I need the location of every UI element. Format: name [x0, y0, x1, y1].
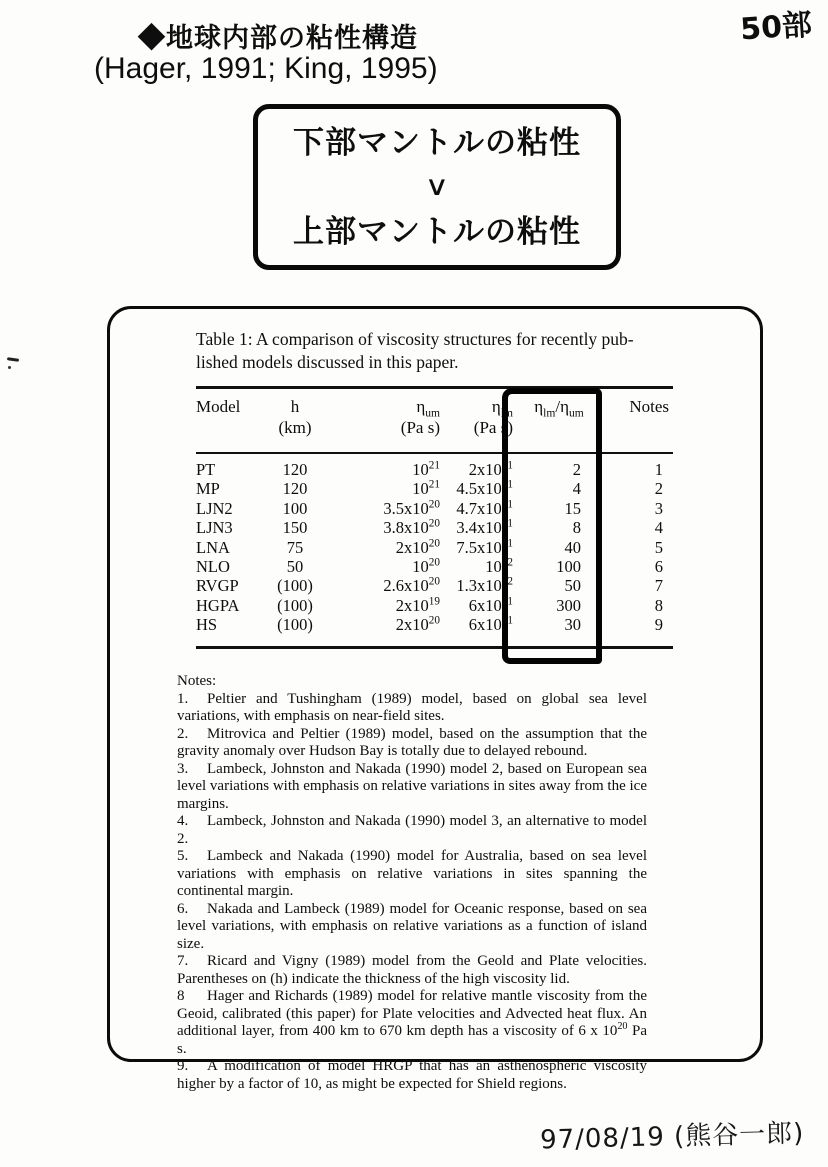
- table-cell: 7: [654, 576, 663, 596]
- table-cell: MP: [196, 479, 220, 499]
- table-cell: HGPA: [196, 595, 240, 615]
- table-cell: LNA: [196, 537, 230, 557]
- table-row: [196, 453, 673, 479]
- table-cell: 300: [556, 595, 581, 615]
- viscosity-table: [196, 386, 673, 649]
- table-cell: 50: [564, 576, 581, 596]
- page-title: ◆地球内部の粘性構造: [138, 23, 418, 53]
- table-cell: 3: [654, 498, 663, 518]
- notes-heading: Notes:: [177, 673, 217, 689]
- table-row: [196, 557, 673, 576]
- table-cell: $10^{22}$: [485, 556, 513, 577]
- table-cell: $1.3x10^{22}$: [456, 575, 513, 596]
- table-cell: $2x10^{19}$: [395, 595, 440, 615]
- table-cell: 150: [282, 518, 308, 538]
- note-item: [177, 761, 647, 814]
- table-cell: $7.5x10^{21}$: [456, 537, 513, 557]
- table-cell: $4.5x10^{21}$: [456, 478, 513, 499]
- note-number: 9.: [177, 1058, 189, 1074]
- table-cell: 100: [556, 557, 581, 577]
- table-cell: $6x10^{21}$: [443, 615, 513, 647]
- table-cell: $4.7x10^{21}$: [456, 498, 513, 518]
- table-cell: 120: [282, 479, 308, 499]
- note-text: Mitrovica and Peltier (1989) model, based on the assumption that the gravity anomaly over Hudson Bay is totally due to delayed rebound.: [177, 725, 647, 759]
- table-header-cell: $\eta_{lm}/\eta_{um}$: [513, 388, 605, 454]
- note-number: 3.: [177, 760, 189, 777]
- table-cell: 2: [654, 479, 663, 499]
- table-cell: 15: [564, 498, 581, 518]
- table-cell: $3.8x10^{20}$: [383, 517, 440, 538]
- note-item: [177, 953, 647, 988]
- pen-dash: [7, 357, 19, 362]
- viscosity-table-wrap: [196, 386, 669, 649]
- table-cell: (100): [256, 615, 334, 647]
- table-cell: 4: [654, 518, 663, 538]
- table-row: [196, 499, 673, 518]
- note-number: 8: [177, 988, 185, 1004]
- note-number: 5.: [177, 848, 189, 864]
- table-cell: 1: [654, 460, 663, 479]
- table-row: [196, 538, 673, 557]
- note-item: [177, 726, 647, 761]
- table-row: [196, 615, 673, 647]
- note-number: 1.: [177, 690, 189, 707]
- table-caption-line1: Table 1: A comparison of viscosity structures for recently pub-: [196, 329, 634, 349]
- note-text: Ricard and Vigny (1989) model from the Geold and Plate velocities. Parentheses on (h) indicate the thickness of the high viscosity lid.: [177, 953, 647, 987]
- note-item: [177, 848, 647, 901]
- table-cell: 100: [282, 498, 308, 518]
- note-item: [177, 691, 647, 726]
- note-text: A modification of model HRGP that has an asthenospheric viscosity higher by a factor of 10, as might be expected for Shield regions.: [177, 1058, 647, 1092]
- table-cell: $2x10^{21}$: [468, 459, 513, 479]
- notes-section: [177, 673, 647, 1093]
- note-number: 4.: [177, 813, 189, 829]
- citation-line: (Hager, 1991; King, 1995): [94, 52, 438, 85]
- table-cell: $3.5x10^{20}$: [383, 498, 440, 518]
- table-row: [196, 479, 673, 498]
- note-text: Peltier and Tushingham (1989) model, based on global sea level variations, with emphasis on near-field sites.: [177, 690, 647, 724]
- table-caption-line2: lished models discussed in this paper.: [196, 352, 459, 372]
- table-header-cell: $\eta_{lm}$ (Pa s): [443, 388, 513, 454]
- table-cell: 75: [286, 537, 304, 557]
- table-cell: 4: [572, 479, 581, 499]
- note-number: 7.: [177, 953, 189, 969]
- table-cell: HS: [196, 615, 256, 647]
- handwritten-copy-count: 50部: [739, 7, 814, 48]
- handwritten-date-signature: 97/08/19 (熊谷一郎): [539, 1118, 805, 1156]
- table-cell: 9: [605, 615, 673, 647]
- table-cell: $10^{20}$: [412, 556, 440, 577]
- table-header-row: [196, 388, 673, 454]
- comparison-box: [253, 104, 621, 270]
- table-cell: NLO: [196, 557, 230, 577]
- note-item: [177, 988, 647, 1058]
- margin-pen-mark: [7, 356, 21, 368]
- table-row: [196, 596, 673, 615]
- table-cell: 2: [572, 460, 581, 479]
- note-text: Lambeck and Nakada (1990) model for Australia, based on sea level variations with emphasis on relative variations in sites spanning the continental margin.: [177, 848, 647, 899]
- table-cell: RVGP: [196, 576, 239, 596]
- table-cell: LJN3: [196, 518, 233, 538]
- table-cell: 120: [282, 460, 308, 479]
- note-number: 2.: [177, 725, 189, 742]
- table-cell: LJN2: [196, 498, 233, 518]
- table-header-cell: h (km): [256, 388, 334, 454]
- table-cell: 40: [564, 537, 581, 557]
- note-text: Hager and Richards (1989) model for relative mantle viscosity from the Geoid, calibrated (this paper) for Plate velocities and Advected heat flux. An additional layer, from 400 km to 670 km depth has a viscosity of 6 x $10^{20}$ Pa s.: [177, 988, 647, 1057]
- table-cell: $6x10^{21}$: [468, 595, 513, 615]
- note-item: [177, 901, 647, 954]
- table-cell: (100): [277, 595, 313, 615]
- notes-list: [177, 691, 647, 1094]
- table-header-cell: Notes: [605, 388, 673, 454]
- note-text: Lambeck, Johnston and Nakada (1990) model 2, based on European sea level variations with emphasis on relative variations in sites away from the ice margins.: [177, 760, 647, 812]
- table-cell: 5: [654, 537, 663, 557]
- note-text: Nakada and Lambeck (1989) model for Oceanic response, based on sea level variations, with emphasis on relative variations as a function of island size.: [177, 900, 647, 952]
- table-cell: $10^{21}$: [412, 478, 440, 499]
- table-cell: 8: [654, 595, 663, 615]
- note-item: [177, 813, 647, 848]
- note-item: [177, 1058, 647, 1093]
- note-text: Lambeck, Johnston and Nakada (1990) model 3, an alternative to model 2.: [177, 813, 647, 847]
- pen-dot: [8, 366, 11, 369]
- note-number: 6.: [177, 900, 189, 917]
- table-cell: 8: [572, 518, 581, 538]
- table-row: [196, 518, 673, 537]
- upper-mantle-viscosity-label: 上部マントルの粘性: [293, 213, 581, 249]
- table-cell: $10^{21}$: [412, 459, 440, 479]
- table-cell: 50: [286, 557, 304, 577]
- table-cell: $2x10^{20}$: [395, 537, 440, 557]
- table-row: [196, 576, 673, 595]
- table-cell: PT: [196, 460, 216, 479]
- table-caption: [196, 328, 676, 374]
- table-cell: (100): [277, 576, 313, 596]
- table-cell: 30: [513, 615, 605, 647]
- table-body: [196, 453, 673, 647]
- table-cell: $3.4x10^{21}$: [456, 517, 513, 538]
- table-cell: 6: [654, 557, 663, 577]
- table-header-cell: Model: [196, 388, 256, 454]
- table-cell: $2.6x10^{20}$: [383, 575, 440, 596]
- table-head: [196, 388, 673, 454]
- greater-than-symbol: ∨: [424, 171, 450, 202]
- table-header-cell: $\eta_{um}$ (Pa s): [334, 388, 443, 454]
- table-cell: $2x10^{20}$: [334, 615, 443, 647]
- lower-mantle-viscosity-label: 下部マントルの粘性: [293, 125, 581, 161]
